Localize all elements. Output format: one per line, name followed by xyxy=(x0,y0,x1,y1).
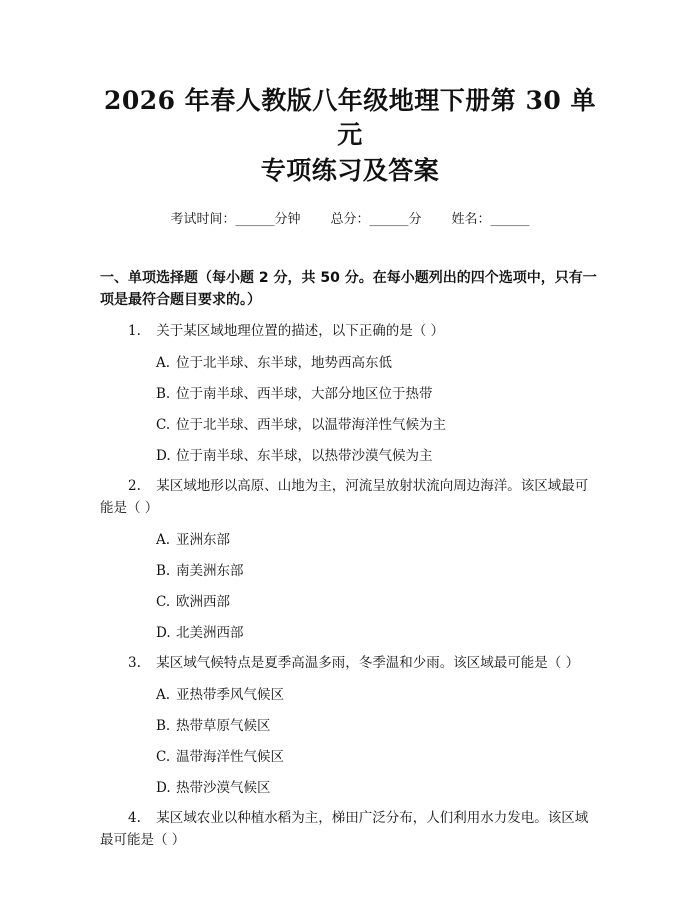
question-number: 2. xyxy=(128,478,141,494)
option-d xyxy=(100,623,600,643)
option-letter: D. xyxy=(156,780,171,796)
question-3-options xyxy=(100,685,600,798)
total-score-label: 总分：______分 xyxy=(330,212,422,227)
option-letter: A. xyxy=(156,355,171,371)
option-d xyxy=(100,446,600,466)
option-text: 热带沙漠气候区 xyxy=(176,780,271,796)
question-text: 某区域气候特点是夏季高温多雨，冬季温和少雨。该区域最可能是（ ） xyxy=(156,655,580,671)
question-text: 某区域地形以高原、山地为主，河流呈放射状流向周边海洋。该区域最可能是（ ） xyxy=(100,478,589,516)
option-c xyxy=(100,415,600,435)
option-letter: B. xyxy=(156,386,171,402)
exam-meta xyxy=(100,211,600,229)
option-text: 位于南半球、东半球，以热带沙漠气候为主 xyxy=(176,448,433,464)
question-3 xyxy=(100,652,600,674)
option-a xyxy=(100,353,600,373)
question-2-options xyxy=(100,530,600,643)
option-d xyxy=(100,778,600,798)
option-c xyxy=(100,747,600,767)
option-text: 南美洲东部 xyxy=(176,563,244,579)
option-text: 北美洲西部 xyxy=(176,625,244,641)
option-text: 亚热带季风气候区 xyxy=(176,687,284,703)
question-text: 关于某区域地理位置的描述，以下正确的是（ ） xyxy=(156,323,445,339)
option-letter: C. xyxy=(156,417,171,433)
option-text: 位于北半球、东半球，地势西高东低 xyxy=(176,355,392,371)
option-letter: D. xyxy=(156,448,171,464)
option-b xyxy=(100,561,600,581)
question-4 xyxy=(100,807,600,851)
question-text: 某区域农业以种植水稻为主，梯田广泛分布，人们利用水力发电。该区域最可能是（ ） xyxy=(100,810,589,848)
student-name-label: 姓名：______ xyxy=(451,212,530,227)
option-letter: D. xyxy=(156,625,171,641)
option-letter: C. xyxy=(156,749,171,765)
question-2 xyxy=(100,475,600,519)
option-letter: A. xyxy=(156,532,171,548)
option-c xyxy=(100,592,600,612)
option-a xyxy=(100,530,600,550)
section-heading: 一、单项选择题（每小题 2 分，共 50 分。在每小题列出的四个选项中，只有一项是最符合题目要求的。） xyxy=(100,270,597,308)
question-1-options xyxy=(100,353,600,466)
option-text: 欧洲西部 xyxy=(176,594,230,610)
option-a xyxy=(100,685,600,705)
question-number: 1. xyxy=(128,323,141,339)
page-title xyxy=(100,0,600,188)
option-letter: A. xyxy=(156,687,171,703)
option-text: 温带海洋性气候区 xyxy=(176,749,284,765)
option-text: 位于北半球、西半球，以温带海洋性气候为主 xyxy=(176,417,446,433)
exam-time-label: 考试时间：______分钟 xyxy=(170,212,301,227)
question-number: 3. xyxy=(128,655,141,671)
option-text: 位于南半球、西半球，大部分地区位于热带 xyxy=(176,386,433,402)
option-letter: B. xyxy=(156,563,171,579)
option-b xyxy=(100,384,600,404)
option-text: 亚洲东部 xyxy=(176,532,230,548)
option-letter: C. xyxy=(156,594,171,610)
question-number: 4. xyxy=(128,810,141,826)
title-line-2: 专项练习及答案 xyxy=(260,156,440,185)
option-letter: B. xyxy=(156,718,171,734)
option-text: 热带草原气候区 xyxy=(176,718,271,734)
title-line-1: 2026 年春人教版八年级地理下册第 30 单元 xyxy=(104,86,596,149)
option-b xyxy=(100,716,600,736)
question-1 xyxy=(100,320,600,342)
